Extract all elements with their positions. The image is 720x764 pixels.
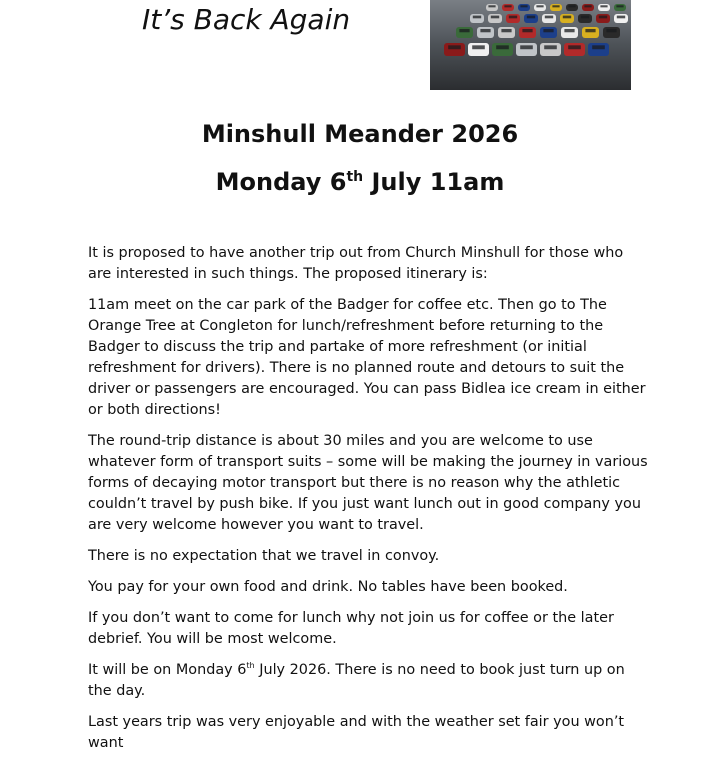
date-rest: July 11am (363, 168, 505, 196)
date-paragraph-sup: th (246, 661, 255, 671)
date-suffix: th (346, 169, 364, 185)
event-title: Minshull Meander 2026 (201, 120, 519, 148)
tagline: It’s Back Again (142, 3, 351, 36)
date-prefix: Monday 6 (215, 168, 347, 196)
payment-paragraph: You pay for your own food and drink. No tables have been booked. (88, 579, 568, 595)
event-date-heading (0, 168, 720, 196)
distance-paragraph: The round-trip distance is about 30 miles and you are welcome to use whatever form of transport suits – some will be making the journey in various forms of decaying motor transport but there is no reason why the athletic couldn’t travel by push bike. If you just want lunch out in good company you are very welcome however you want to travel. (88, 433, 648, 533)
last-year-paragraph: Last years trip was very enjoyable and with the weather set fair you won’t want (88, 714, 625, 751)
date-paragraph-prefix: It will be on Monday 6 (88, 662, 247, 678)
intro-paragraph: It is proposed to have another trip out from Church Minshull for those who are interested in such things. The proposed itinerary is: (88, 245, 624, 282)
car-lineup-photo (430, 0, 631, 90)
event-description (88, 243, 648, 764)
date-paragraph-rest: July 2026. There is no need to book just turn up on the day. (88, 662, 625, 699)
coffee-paragraph: If you don’t want to come for lunch why not join us for coffee or the later debrief. You will be most welcome. (88, 610, 614, 647)
convoy-paragraph: There is no expectation that we travel in convoy. (88, 548, 440, 564)
itinerary-paragraph: 11am meet on the car park of the Badger for coffee etc. Then go to The Orange Tree at Congleton for lunch/refreshment before returning to the Badger to discuss the trip and partake of more refreshment (or initial refreshment for drivers). There is no planned route and detours to suit the driver or passengers are encouraged. You can pass Bidlea ice cream in either or both directions! (88, 297, 646, 418)
date-paragraph (88, 660, 648, 702)
